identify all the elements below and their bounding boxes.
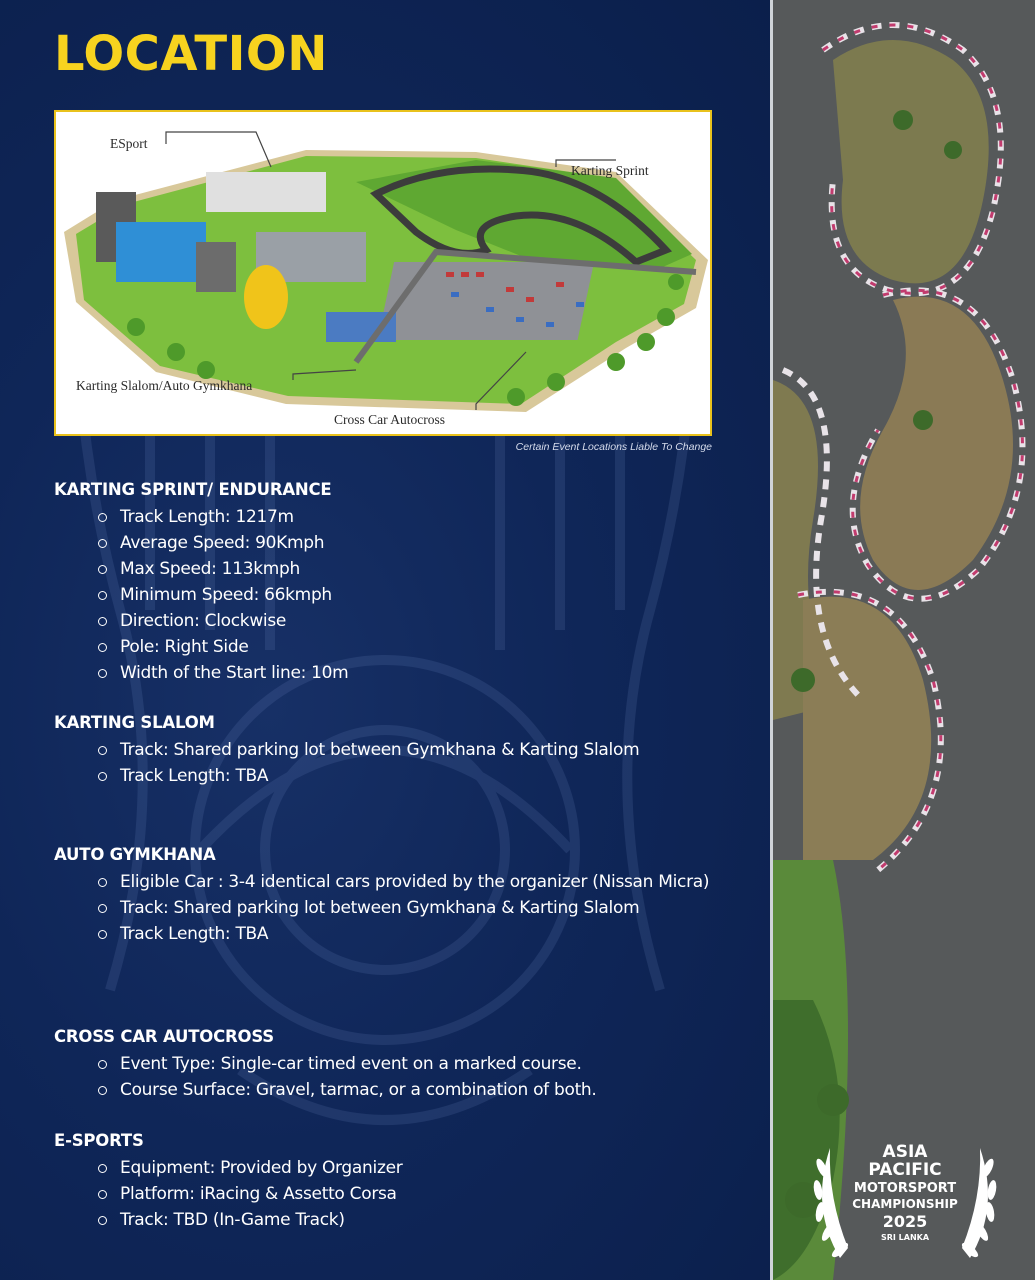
logo-year: 2025 (882, 1212, 928, 1231)
logo-line-asia: ASIA (882, 1142, 928, 1162)
list-item: Max Speed: 113kmph (54, 556, 712, 582)
section-list (54, 1155, 712, 1233)
logo-line-pacific: PACIFIC (868, 1160, 942, 1180)
section-heading: KARTING SLALOM (54, 713, 215, 732)
bullet-icon (98, 539, 107, 548)
section-auto-gymkhana (54, 845, 712, 947)
section-heading: E-SPORTS (54, 1131, 144, 1150)
bullet-icon (98, 591, 107, 600)
aerial-track-photo (770, 0, 1035, 1280)
bullet-icon (98, 669, 107, 678)
logo-line-championship: CHAMPIONSHIP (852, 1197, 958, 1211)
section-e-sports (54, 1131, 712, 1233)
bullet-icon (98, 772, 107, 781)
list-item: Width of the Start line: 10m (54, 660, 712, 686)
map-label-karting-slalom: Karting Slalom/Auto Gymkhana (76, 378, 253, 393)
bullet-icon (98, 565, 107, 574)
bullet-icon (98, 1086, 107, 1095)
list-item: Track Length: TBA (54, 921, 712, 947)
bullet-icon (98, 1216, 107, 1225)
championship-logo (800, 1108, 1010, 1270)
list-item: Track Length: TBA (54, 763, 712, 789)
section-cross-car-autocross (54, 1027, 712, 1103)
map-caption: Certain Event Locations Liable To Change (515, 441, 712, 453)
list-item: Track Length: 1217m (54, 504, 712, 530)
bullet-icon (98, 513, 107, 522)
bullet-icon (98, 746, 107, 755)
section-heading: AUTO GYMKHANA (54, 845, 216, 864)
map-label-esport: ESport (110, 136, 148, 151)
list-item: Pole: Right Side (54, 634, 712, 660)
bullet-icon (98, 878, 107, 887)
page-title: LOCATION (54, 26, 328, 82)
logo-line-motorsport: MOTORSPORT (853, 1181, 957, 1196)
bullet-icon (98, 930, 107, 939)
list-item: Average Speed: 90Kmph (54, 530, 712, 556)
venue-map (54, 110, 712, 436)
bullet-icon (98, 643, 107, 652)
list-item: Course Surface: Gravel, tarmac, or a combination of both. (54, 1077, 712, 1103)
list-item: Equipment: Provided by Organizer (54, 1155, 712, 1181)
section-list (54, 869, 712, 947)
aerial-track-illustration (773, 0, 1035, 1280)
map-label-cross-car: Cross Car Autocross (334, 412, 445, 427)
list-item: Track: TBD (In-Game Track) (54, 1207, 712, 1233)
bullet-icon (98, 1190, 107, 1199)
bullet-icon (98, 1060, 107, 1069)
list-item: Direction: Clockwise (54, 608, 712, 634)
map-label-karting-sprint: Karting Sprint (571, 163, 649, 178)
list-item: Track: Shared parking lot between Gymkhana & Karting Slalom (54, 895, 712, 921)
section-list (54, 737, 712, 789)
logo-country: SRI LANKA (880, 1233, 930, 1242)
list-item: Track: Shared parking lot between Gymkhana & Karting Slalom (54, 737, 712, 763)
list-item: Platform: iRacing & Assetto Corsa (54, 1181, 712, 1207)
section-list (54, 1051, 712, 1103)
list-item: Minimum Speed: 66kmph (54, 582, 712, 608)
list-item: Event Type: Single-car timed event on a marked course. (54, 1051, 712, 1077)
section-karting-sprint (54, 480, 712, 686)
bullet-icon (98, 1164, 107, 1173)
bullet-icon (98, 617, 107, 626)
section-heading: KARTING SPRINT/ ENDURANCE (54, 480, 332, 499)
bullet-icon (98, 904, 107, 913)
section-list (54, 504, 712, 686)
list-item: Eligible Car : 3-4 identical cars provided by the organizer (Nissan Micra) (54, 869, 712, 895)
section-heading: CROSS CAR AUTOCROSS (54, 1027, 274, 1046)
section-karting-slalom (54, 713, 712, 789)
